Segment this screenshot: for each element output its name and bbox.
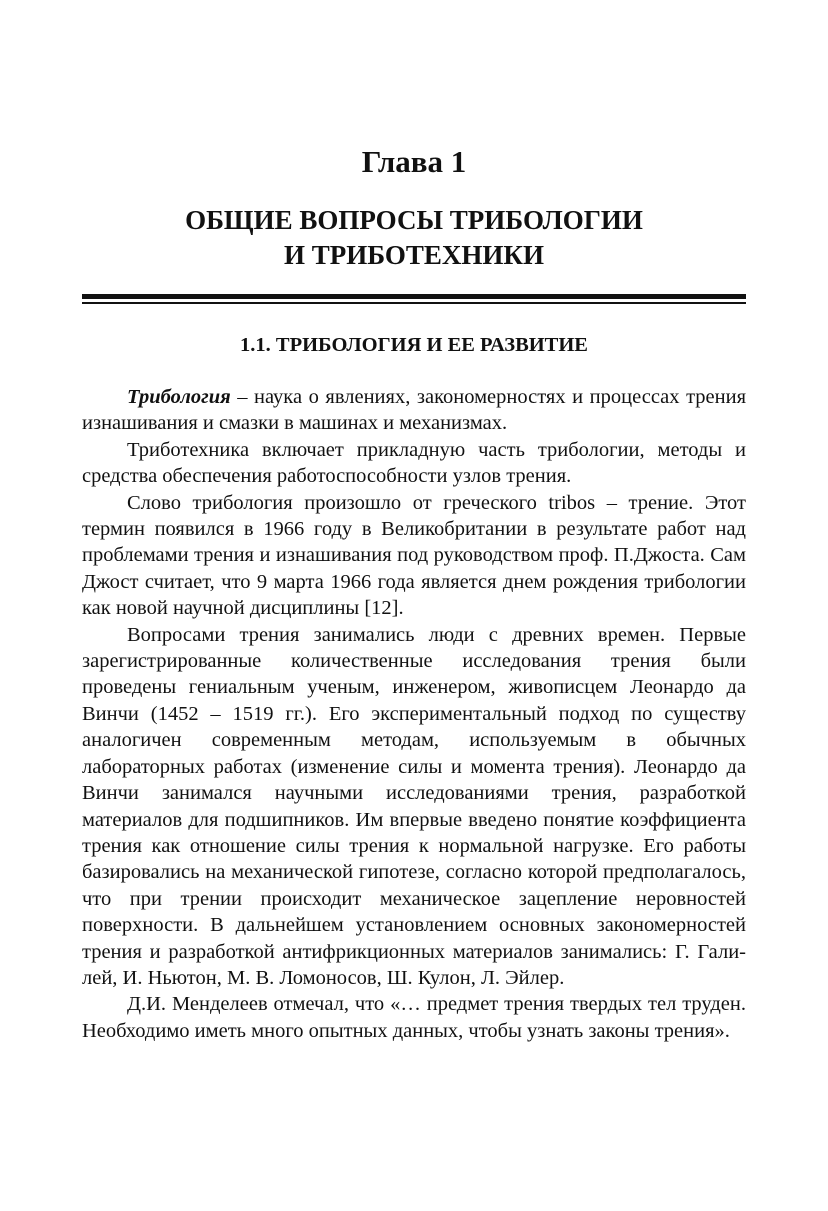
- paragraph-definition: [82, 384, 746, 437]
- paragraph-tribotechnics: Триботехника включает прикладную часть трибологии, методы и средства обеспечения работоспособности узлов трения.: [82, 438, 746, 488]
- book-page: [82, 0, 746, 1211]
- term-tribology: Трибология: [127, 386, 231, 408]
- chapter-label: Глава 1: [361, 144, 467, 179]
- section-heading: 1.1. ТРИБОЛОГИЯ И ЕЕ РАЗВИТИЕ: [240, 334, 588, 356]
- body-text: [82, 384, 746, 1044]
- paragraph-history: Вопросами трения занимались люди с древних времен. Первые зарегистрированные количественные исследования трения были проведены гениальным ученым, инженером, живописцем Леонардо да Винчи (1452 – 1519 гг.). Его экспериментальный подход по существу аналогичен современным методам, используемым в обычных лабораторных работах (изменение силы и момента трения). Леонардо да Винчи занимался научными исследованиями трения, разработкой материалов для подшипников. Им впервые введено понятие коэффициента трения как отношение силы трения к нормальной нагрузке. Его работы базировались на механической гипотезе, согласно которой предполагалось, что при трении происходит механическое зацепление неровностей поверхности. В дальнейшем установлением основных закономерностей трения и разработкой антифрикционных материалов занимались: Г. Галилей, И. Ньютон, М. В. Ломоносов, Ш. Кулон, Л. Эйлер.: [82, 623, 746, 989]
- paragraph-mendeleev-quote: Д.И. Менделеев отмечал, что «… предмет трения твердых тел труден. Необходимо иметь много опытных данных, чтобы узнать законы трения».: [82, 993, 746, 1042]
- chapter-divider-thin: [82, 302, 746, 304]
- paragraph-definition-text: – наука о явлениях, закономерностях и процессах трения изнашивания и смазки в машинах и механизмах.: [82, 386, 746, 435]
- paragraph-etymology: Слово трибология произошло от греческого tribos – трение. Этот термин появился в 1966 году в Великобритании в результате работ над проблемами трения и изнашивания под руководством проф. П.Джоста. Сам Джост считает, что 9 марта 1966 года является днем рождения трибологии как новой научной дисциплины [12].: [82, 491, 746, 620]
- chapter-title-line-2: И ТРИБОТЕХНИКИ: [283, 240, 545, 270]
- chapter-title-line-1: ОБЩИЕ ВОПРОСЫ ТРИБОЛОГИИ: [185, 205, 643, 235]
- chapter-divider-thick: [82, 294, 746, 299]
- chapter-title: [82, 203, 746, 273]
